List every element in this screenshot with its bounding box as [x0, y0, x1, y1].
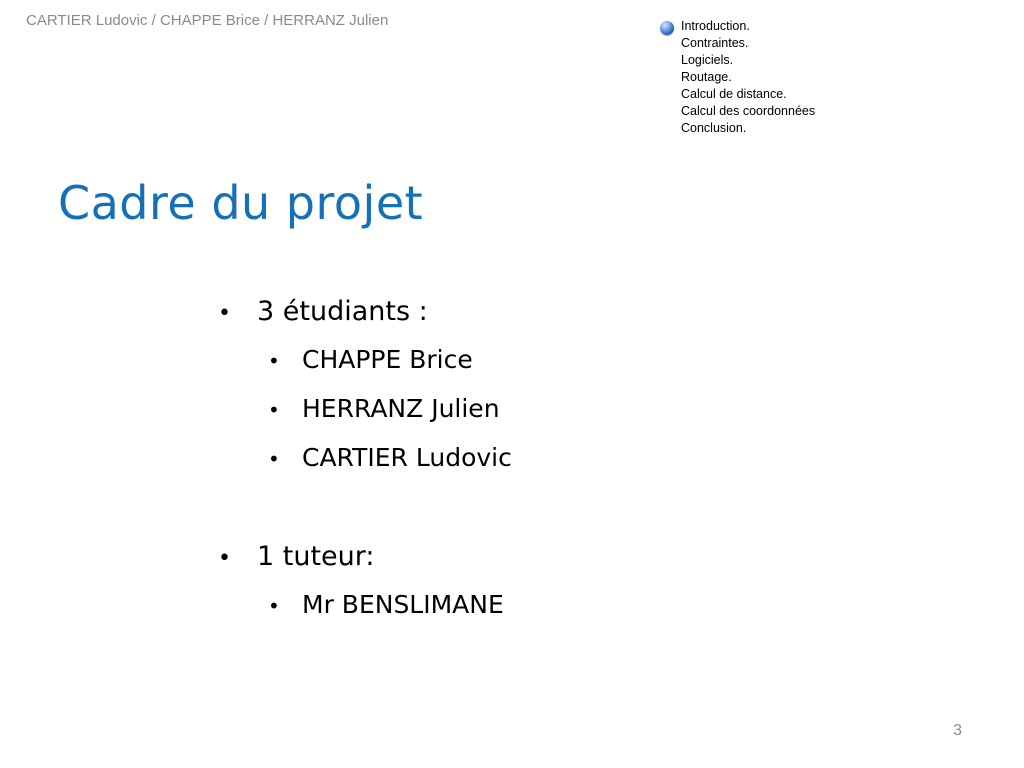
bullet-level2 [218, 443, 512, 492]
bullet-heading-tutor: 1 tuteur: [257, 541, 375, 572]
bullet-dot: • [268, 594, 280, 618]
toc-item-contraintes: Contraintes. [681, 36, 749, 50]
bullet-level1 [218, 541, 512, 585]
slide-content [218, 296, 512, 639]
bullet-item-student: CHAPPE Brice [302, 345, 473, 374]
header-authors: CARTIER Ludovic / CHAPPE Brice / HERRANZ Julien [26, 12, 389, 29]
bullet-group-tutor [218, 541, 512, 639]
bullet-item-tutor: Mr BENSLIMANE [302, 590, 504, 619]
bullet-dot: • [218, 546, 231, 571]
bullet-dot: • [218, 301, 231, 326]
toc-item-logiciels: Logiciels. [681, 53, 734, 67]
bullet-heading-students: 3 étudiants : [257, 296, 428, 327]
toc-item-routage: Routage. [681, 70, 732, 84]
bullet-dot: • [268, 447, 280, 471]
toc-item-introduction: Introduction. [681, 19, 750, 33]
bullet-dot: • [268, 349, 280, 373]
toc-list [681, 18, 815, 137]
bullet-dot: • [268, 398, 280, 422]
bullet-item-student: HERRANZ Julien [302, 394, 500, 423]
toc-item-calcul-distance: Calcul de distance. [681, 87, 787, 101]
bullet-item-student: CARTIER Ludovic [302, 443, 512, 472]
toc-item-conclusion: Conclusion. [681, 121, 747, 135]
blue-sphere-bullet-icon [660, 21, 674, 35]
slide-title: Cadre du projet [58, 176, 424, 230]
bullet-group-students [218, 296, 512, 492]
bullet-level1 [218, 296, 512, 340]
page-number: 3 [953, 722, 962, 739]
bullet-level2 [218, 394, 512, 443]
bullet-level2 [218, 590, 512, 639]
toc-item-calcul-coordonnees: Calcul des coordonnées [681, 104, 816, 118]
bullet-level2 [218, 345, 512, 394]
table-of-contents [660, 18, 815, 137]
